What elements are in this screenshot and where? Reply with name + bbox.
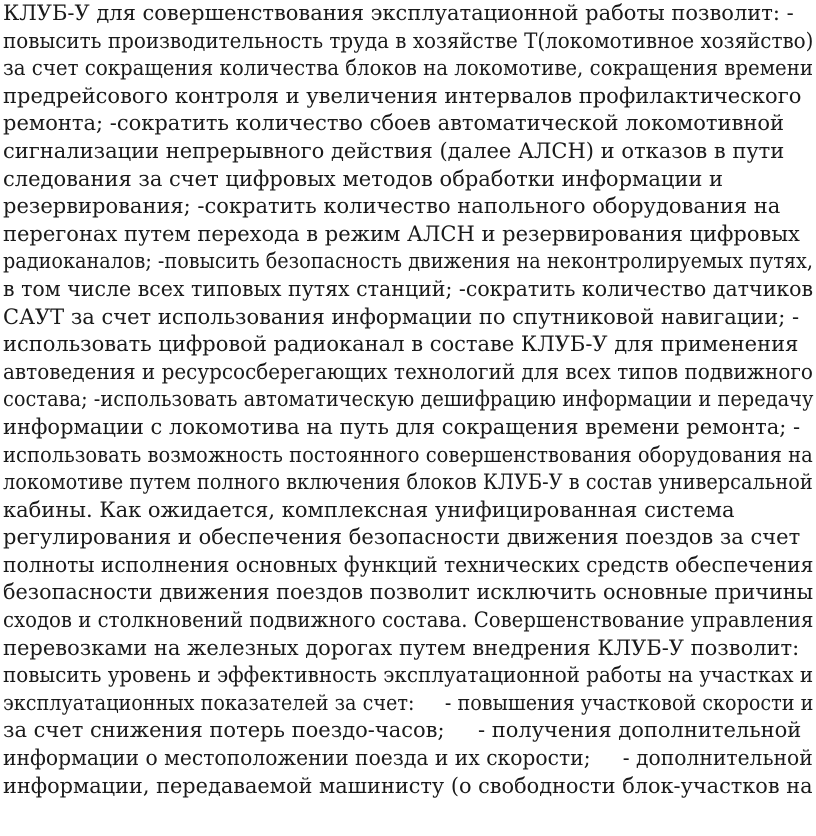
text-line: в том числе всех типовых путях станций; -сократить количество датчиков (3, 276, 814, 301)
text-line: следования за счет цифровых методов обработки информации и (3, 166, 724, 191)
text-line: автоведения и ресурсосберегающих технологий для всех типов подвижного (3, 359, 813, 384)
text-line: перегонах путем перехода в режим АЛСН и резервирования цифровых (3, 221, 800, 246)
text-line: повысить уровень и эффективность эксплуатационной работы на участках и (3, 663, 814, 688)
text-line: безопасности движения поездов позволит исключить основные причины (3, 580, 814, 605)
text-line: повысить производительность труда в хозяйстве Т(локомотивное хозяйство) (3, 28, 814, 53)
text-line: ремонта; -сократить количество сбоев автоматической локомотивной (3, 111, 784, 136)
text-line: информации с локомотива на путь для сокращения времени ремонта; - (3, 414, 801, 439)
text-line: сходов и столкновений подвижного состава. Совершенствование управления (3, 608, 814, 633)
text-line: КЛУБ-У для совершенствования эксплуатационной работы позволит: - (3, 1, 794, 25)
text-line: использовать возможность постоянного совершенствования оборудования на (3, 442, 813, 467)
text-line: информации, передаваемой машинисту (о свободности блок-участков на (3, 773, 813, 798)
text-line: радиоканалов; -повысить безопасность движения на неконтролируемых путях, (3, 249, 813, 274)
text-line: состава; -использовать автоматическую дешифрацию информации и передачу (3, 387, 814, 412)
text-line: сигнализации непрерывного действия (далее АЛСН) и отказов в пути (3, 138, 785, 163)
text-line: полноты исполнения основных функций технических средств обеспечения (3, 552, 814, 577)
text-line: за счет снижения потерь поездо-часов; - получения дополнительной (3, 718, 802, 743)
text-line: эксплуатационных показателей за счет: - повышения участковой скорости и (3, 690, 814, 715)
text-line: за счет сокращения количества блоков на локомотиве, сокращения времени (3, 56, 814, 81)
text-line: локомотиве путем полного включения блоков КЛУБ-У в состав универсальной (3, 470, 813, 495)
text-line: использовать цифровой радиоканал в составе КЛУБ-У для применения (3, 332, 799, 357)
text-line: САУТ за счет использования информации по спутниковой навигации; - (3, 304, 800, 329)
document-body (3, 0, 815, 800)
text-line: регулирования и обеспечения безопасности движения поездов за счет (3, 525, 801, 550)
text-line: предрейсового контроля и увеличения интервалов профилактического (3, 83, 802, 108)
text-line: перевозками на железных дорогах путем внедрения КЛУБ-У позволит: (3, 635, 800, 660)
text-line: кабины. Как ожидается, комплексная унифицированная система (3, 497, 735, 522)
text-line: информации о местоположении поезда и их скорости; - дополнительной (3, 746, 813, 771)
text-line: резервирования; -сократить количество напольного оборудования на (3, 194, 781, 219)
